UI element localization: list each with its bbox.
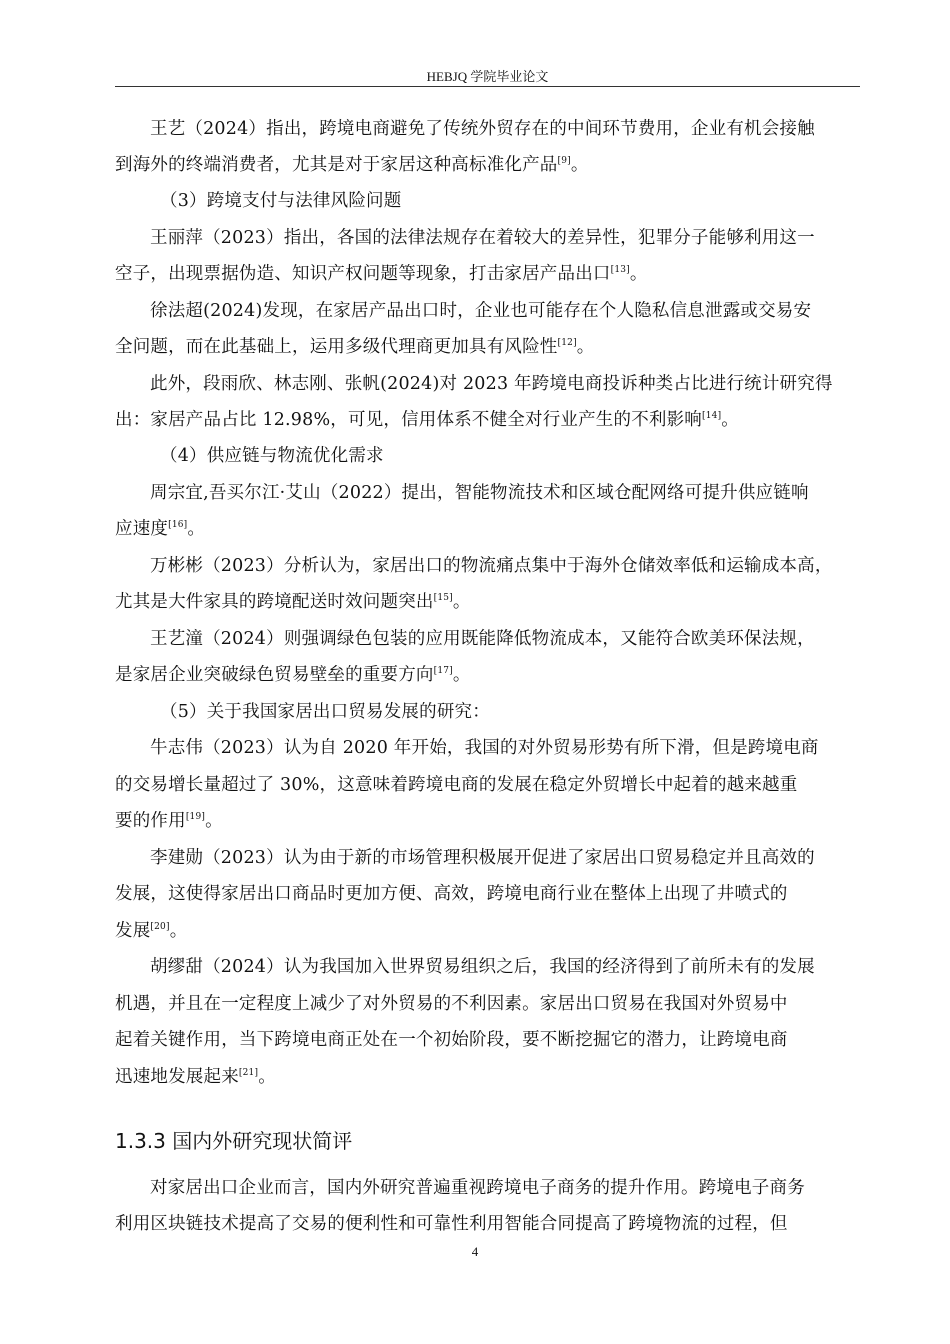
text-line: 李建勋（2023）认为由于新的市场管理积极展开促进了家居出口贸易稳定并且高效的 bbox=[150, 848, 815, 868]
subsection-title: （5）关于我国家居出口贸易发展的研究： bbox=[160, 702, 490, 722]
text-line: 牛志伟（2023）认为自 2020 年开始，我国的对外贸易形势有所下滑，但是跨境电商 bbox=[150, 738, 819, 758]
text-line: 是家居企业突破绿色贸易壁垒的重要方向[17]。 bbox=[115, 665, 471, 685]
text-line: 对家居出口企业而言，国内外研究普遍重视跨境电子商务的提升作用。跨境电子商务 bbox=[150, 1178, 805, 1198]
text-line: 王艺潼（2024）则强调绿色包装的应用既能降低物流成本，又能符合欧美环保法规， bbox=[150, 629, 815, 649]
citation: [13] bbox=[610, 265, 630, 276]
citation: [14] bbox=[702, 411, 722, 422]
text-line: 机遇，并且在一定程度上减少了对外贸易的不利因素。家居出口贸易在我国对外贸易中 bbox=[115, 994, 788, 1014]
subsection-title: （3）跨境支付与法律风险问题 bbox=[160, 191, 402, 211]
citation: [16] bbox=[168, 520, 188, 531]
text-line: 发展[20]。 bbox=[115, 921, 188, 941]
citation: [15] bbox=[433, 593, 453, 604]
citation: [20] bbox=[150, 922, 170, 933]
text-line: 出：家居产品占比 12.98%，可见，信用体系不健全对行业产生的不利影响[14]。 bbox=[115, 410, 739, 430]
page-number: 4 bbox=[471, 1244, 479, 1259]
text-line: 此外，段雨欣、林志刚、张帆(2024)对 2023 年跨境电商投诉种类占比进行统计研究得 bbox=[150, 374, 833, 394]
citation: [9] bbox=[557, 156, 571, 167]
text-line: 空子，出现票据伪造、知识产权问题等现象，打击家居产品出口[13]。 bbox=[115, 264, 648, 284]
subsection-title: （4）供应链与物流优化需求 bbox=[160, 446, 384, 466]
text-line: 万彬彬（2023）分析认为，家居出口的物流痛点集中于海外仓储效率低和运输成本高， bbox=[150, 556, 833, 576]
text-line: 应速度[16]。 bbox=[115, 519, 206, 539]
running-header: HEBJQ 学院毕业论文 bbox=[426, 69, 549, 84]
text-line: 尤其是大件家具的跨境配送时效问题突出[15]。 bbox=[115, 592, 471, 612]
text-line: 徐法超(2024)发现，在家居产品出口时，企业也可能存在个人隐私信息泄露或交易安 bbox=[150, 301, 812, 321]
text-line: 到海外的终端消费者，尤其是对于家居这种高标准化产品[9]。 bbox=[115, 155, 589, 175]
citation: [17] bbox=[433, 666, 453, 677]
text-line: 迅速地发展起来[21]。 bbox=[115, 1067, 276, 1087]
text-line: 起着关键作用，当下跨境电商正处在一个初始阶段，要不断挖掘它的潜力，让跨境电商 bbox=[115, 1030, 788, 1050]
text-line: 全问题，而在此基础上，运用多级代理商更加具有风险性[12]。 bbox=[115, 337, 595, 357]
citation: [21] bbox=[238, 1068, 259, 1079]
section-heading: 1.3.3 国内外研究现状简评 bbox=[115, 1129, 353, 1153]
text-line: 要的作用[19]。 bbox=[115, 811, 223, 831]
text-line: 利用区块链技术提高了交易的便利性和可靠性利用智能合同提高了跨境物流的过程，但 bbox=[115, 1214, 788, 1234]
text-line: 周宗宜,吾买尔江·艾山（2022）提出，智能物流技术和区域仓配网络可提升供应链响 bbox=[150, 483, 809, 503]
text-line: 王艺（2024）指出，跨境电商避免了传统外贸存在的中间环节费用，企业有机会接触 bbox=[150, 119, 815, 139]
citation: [19] bbox=[185, 812, 206, 823]
text-line: 发展，这使得家居出口商品时更加方便、高效，跨境电商行业在整体上出现了井喷式的 bbox=[115, 884, 788, 904]
text-line: 的交易增长量超过了 30%，这意味着跨境电商的发展在稳定外贸增长中起着的越来越重 bbox=[115, 775, 798, 795]
text-line: 胡缪甜（2024）认为我国加入世界贸易组织之后，我国的经济得到了前所未有的发展 bbox=[150, 957, 815, 977]
citation: [12] bbox=[557, 338, 577, 349]
header-divider bbox=[115, 86, 860, 87]
text-line: 王丽萍（2023）指出，各国的法律法规存在着较大的差异性，犯罪分子能够利用这一 bbox=[150, 228, 815, 248]
